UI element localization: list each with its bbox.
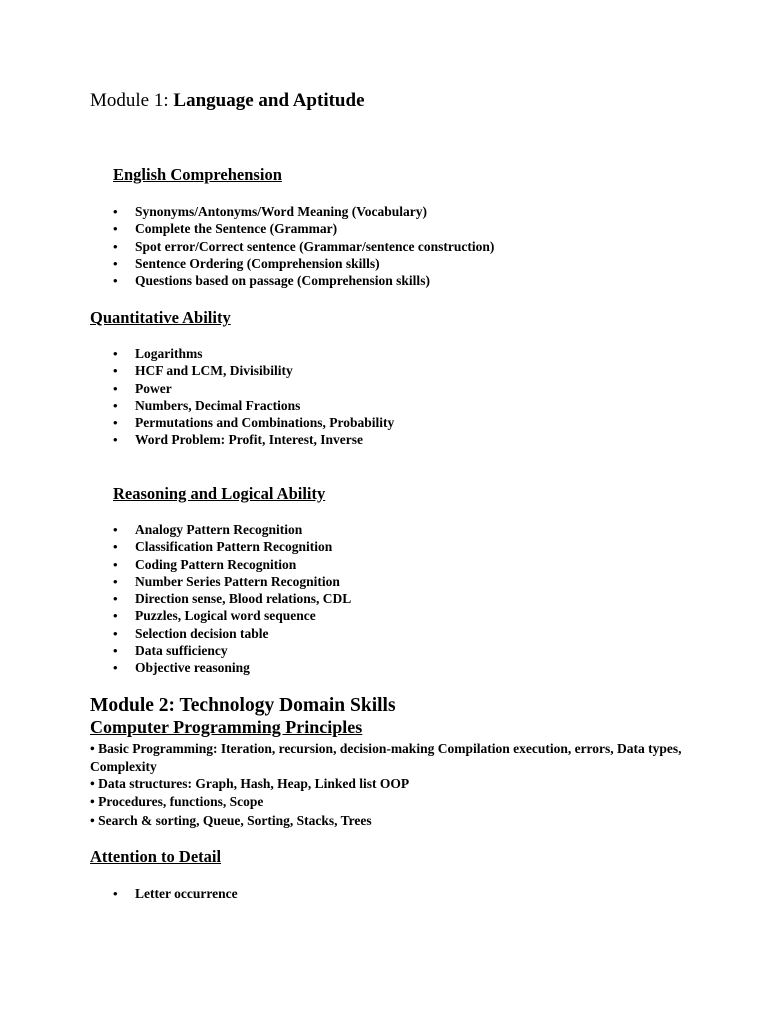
programming-item-data-structures: • Data structures: Graph, Hash, Heap, Linked list OOP [90,776,410,791]
list-item: • Word Problem: Profit, Interest, Inverse [113,431,394,448]
module-1-prefix: Module 1: [90,90,169,111]
reasoning-ability-list [113,521,351,677]
list-item: • Synonyms/Antonyms/Word Meaning (Vocabulary) [113,203,494,220]
list-item: • Letter occurrence [113,885,238,902]
programming-item-procedures: • Procedures, functions, Scope [90,794,264,809]
programming-item-search-sorting: • Search & sorting, Queue, Sorting, Stacks, Trees [90,813,372,828]
module-1-name: Language and Aptitude [173,90,365,111]
list-item: • Puzzles, Logical word sequence [113,607,351,624]
attention-to-detail-list [113,885,238,902]
english-comprehension-heading: English Comprehension [113,165,282,184]
list-item: • Sentence Ordering (Comprehension skills) [113,255,494,272]
list-item: • Objective reasoning [113,659,351,676]
programming-principles-heading: Computer Programming Principles [90,717,363,737]
list-item: • Permutations and Combinations, Probability [113,414,394,431]
list-item: • Direction sense, Blood relations, CDL [113,590,351,607]
list-item: • Numbers, Decimal Fractions [113,397,394,414]
list-item: • Logarithms [113,345,394,362]
list-item: • Questions based on passage (Comprehension skills) [113,272,494,289]
list-item: • HCF and LCM, Divisibility [113,362,394,379]
list-item: • Coding Pattern Recognition [113,556,351,573]
programming-item-basic: • Basic Programming: Iteration, recursion, decision-making Compilation execution, errors, Data types, Complexity [90,741,682,774]
list-item: • Analogy Pattern Recognition [113,521,351,538]
list-item: • Number Series Pattern Recognition [113,573,351,590]
module-1-title [90,90,365,112]
list-item: • Complete the Sentence (Grammar) [113,220,494,237]
quantitative-ability-list [113,345,394,449]
list-item: • Spot error/Correct sentence (Grammar/sentence construction) [113,238,494,255]
list-item: • Data sufficiency [113,642,351,659]
english-comprehension-list [113,203,494,289]
list-item: • Classification Pattern Recognition [113,538,351,555]
reasoning-ability-heading: Reasoning and Logical Ability [113,484,326,503]
list-item: • Selection decision table [113,625,351,642]
list-item: • Power [113,380,394,397]
module-2-title: Module 2: Technology Domain Skills [90,695,396,716]
quantitative-ability-heading: Quantitative Ability [90,308,231,327]
attention-to-detail-heading: Attention to Detail [90,847,222,866]
